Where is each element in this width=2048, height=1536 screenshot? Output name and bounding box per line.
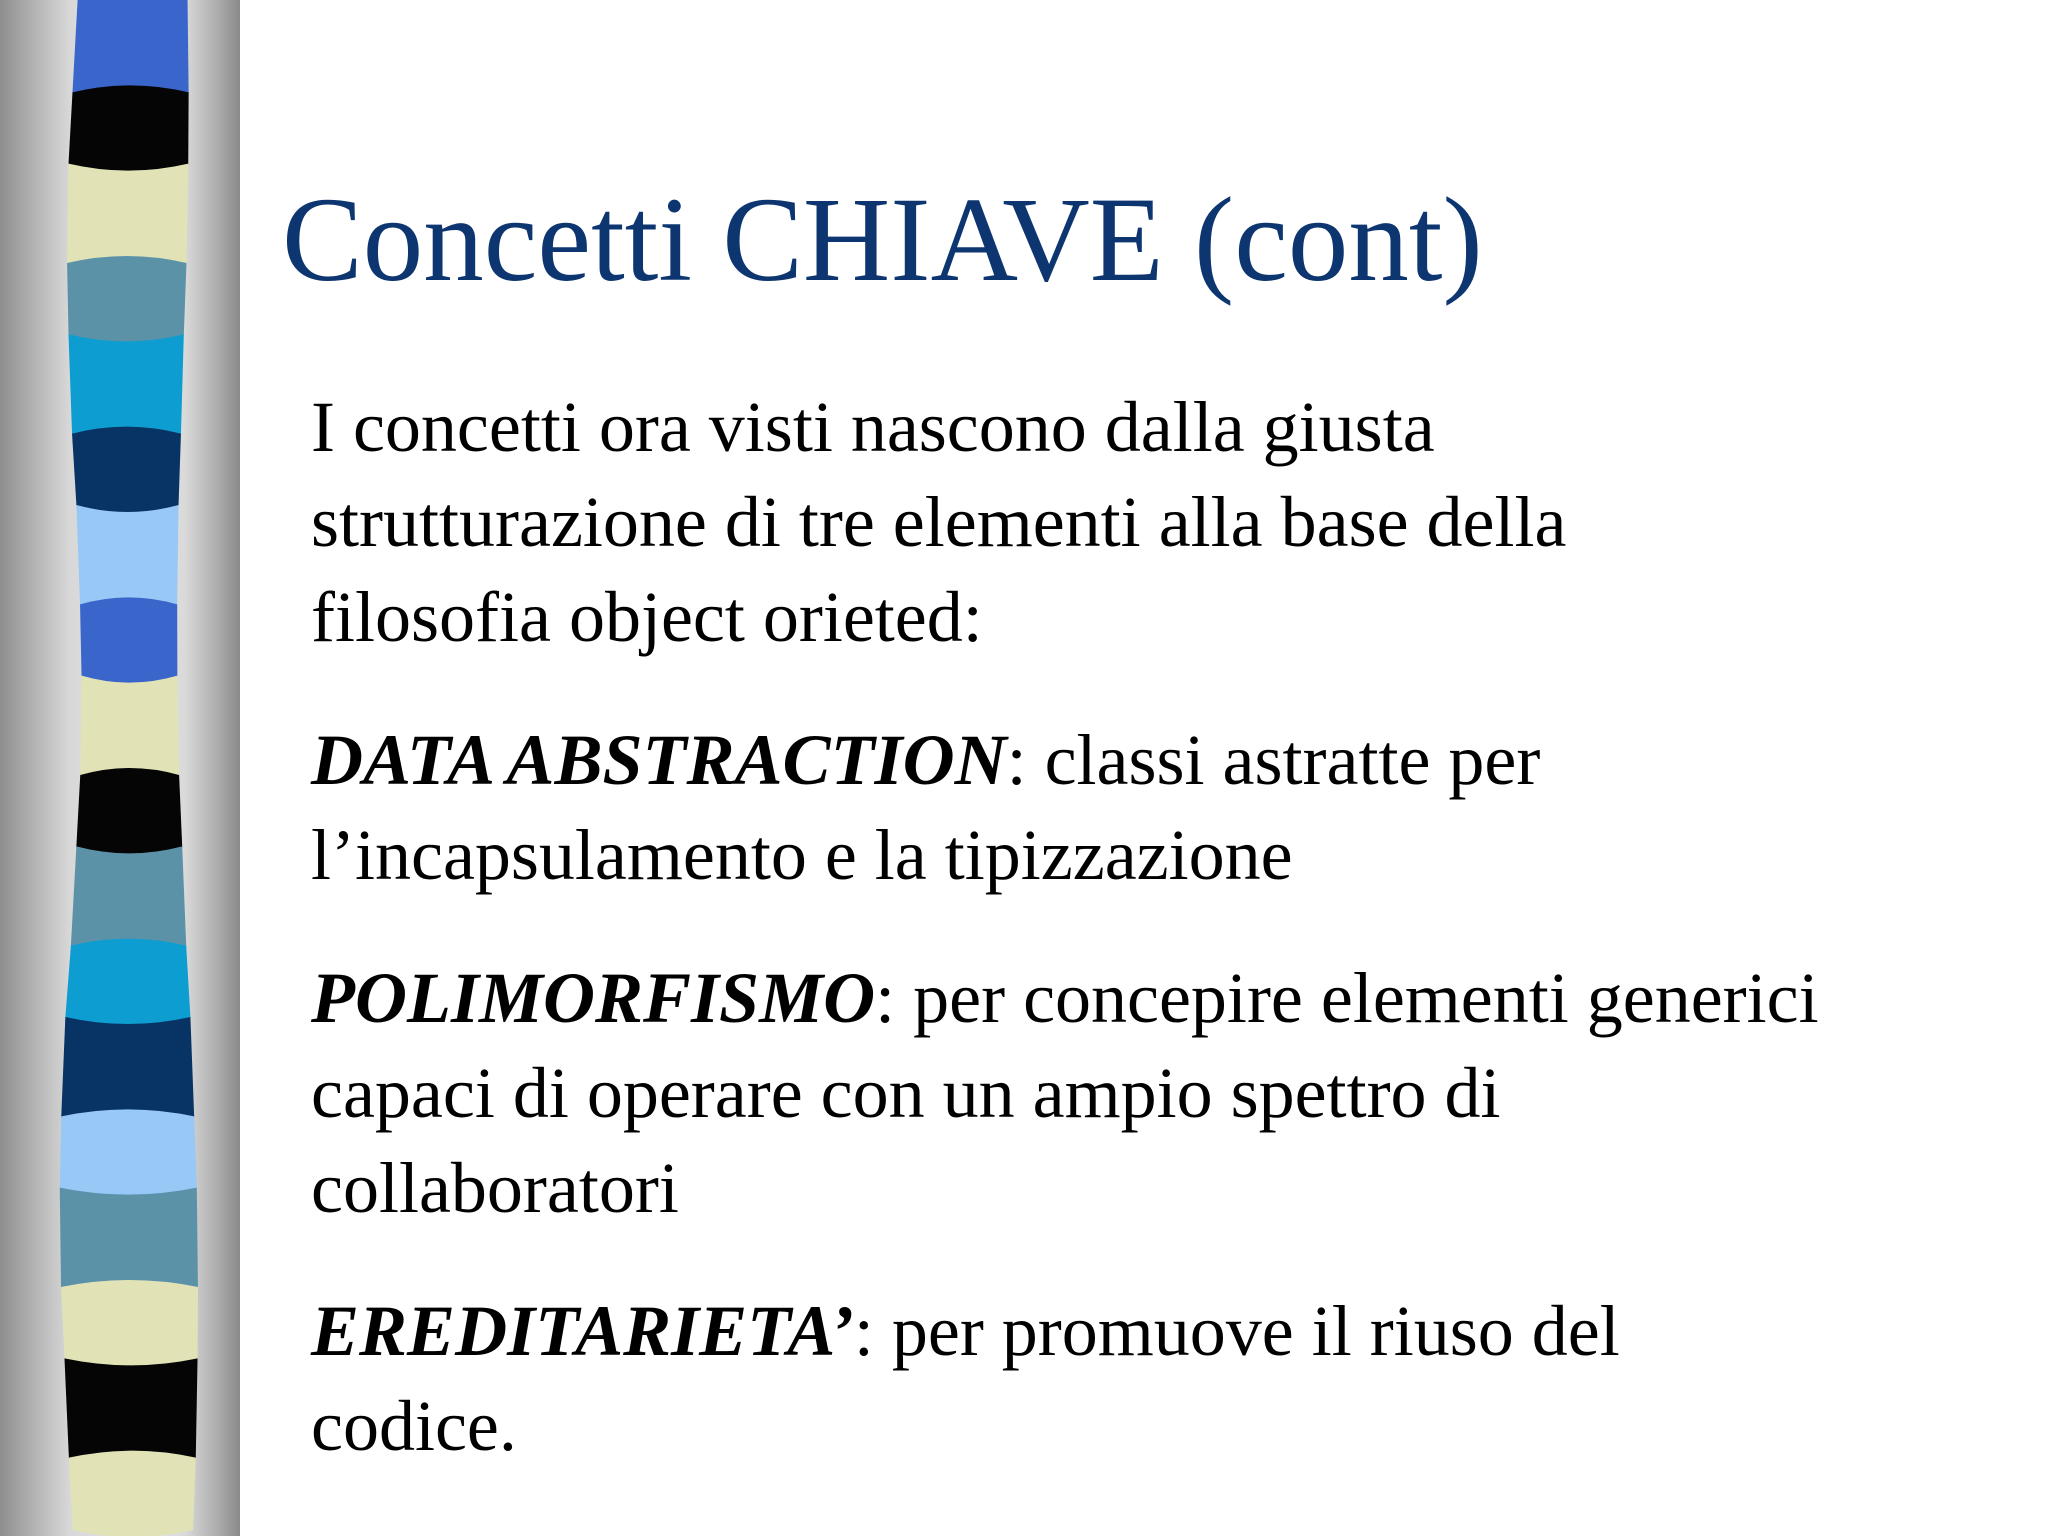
strip-band [80, 597, 177, 683]
bullet-ereditarieta [311, 1284, 2031, 1474]
term-data-abstraction: DATA ABSTRACTION [311, 720, 1007, 800]
strip-band [76, 505, 178, 605]
strip-band [61, 1017, 194, 1117]
strip-band [68, 334, 183, 434]
definition-data-abstraction: : classi astratte per l’incapsulamento e la tipizzazione [311, 720, 1541, 895]
bullet-data-abstraction [311, 713, 2031, 903]
striped-banner [0, 0, 240, 1536]
strip-band [68, 85, 188, 171]
strip-band [65, 939, 190, 1025]
slide-body [311, 380, 2031, 1474]
decorative-sidebar [0, 0, 240, 1536]
term-ereditarieta: EREDITARIETA’ [311, 1291, 854, 1371]
strip-band [69, 1451, 196, 1536]
strip-band [72, 0, 188, 93]
strip-band [76, 768, 182, 854]
strip-band [80, 676, 179, 776]
strip-band [72, 427, 181, 513]
strip-band [60, 1188, 198, 1288]
strip-band [61, 1280, 198, 1366]
strip-band [67, 164, 188, 264]
strip-band [71, 846, 186, 946]
intro-paragraph: I concetti ora visti nascono dalla giusta strutturazione di tre elementi alla base della filosofia object orieted: [311, 387, 1567, 657]
strip-band [64, 1358, 197, 1458]
strip-band [60, 1109, 197, 1195]
slide-title: Concetti CHIAVE (cont) [282, 173, 1483, 307]
bullet-polimorfismo [311, 951, 2031, 1236]
definition-polimorfismo: : per concepire elementi generici capaci di operare con un ampio spettro di collaboratori [311, 958, 1819, 1228]
term-polimorfismo: POLIMORFISMO [311, 958, 876, 1038]
definition-ereditarieta: : per promuove il riuso del codice. [311, 1291, 1620, 1466]
strip-band [67, 256, 186, 342]
